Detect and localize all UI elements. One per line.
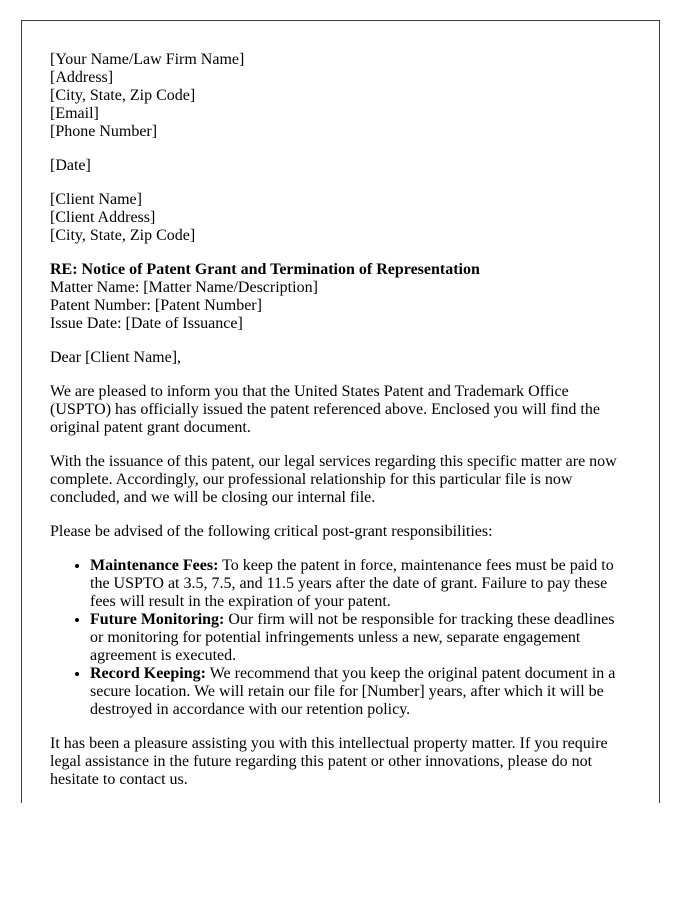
bullet-text: We recommend that you keep the original patent document in a secure location. We will retain our file for [Number] years, after which it will be destroyed in accordance with our retention policy.	[90, 665, 616, 718]
patent-number-line: Patent Number: [Patent Number]	[50, 297, 262, 314]
list-item-future-monitoring	[90, 611, 631, 665]
recipient-address-line: [Client Address]	[50, 209, 156, 226]
responsibilities-list	[50, 557, 631, 719]
recipient-name-line: [Client Name]	[50, 191, 142, 208]
bullet-title: Record Keeping:	[90, 665, 206, 682]
bullet-text: To keep the patent in force, maintenance fees must be paid to the USPTO at 3.5, 7.5, and 11.5 years after the date of grant. Failure to pay these fees will result in the expiration of your patent.	[90, 557, 614, 610]
subject-block	[50, 261, 631, 333]
sender-address-block	[50, 51, 631, 141]
paragraph-conclusion: With the issuance of this patent, our legal services regarding this specific matter are now complete. Accordingly, our professional relationship for this particular file is now concluded, and we will be closing our internal file.	[50, 453, 617, 506]
paragraph-responsibilities-intro: Please be advised of the following critical post-grant responsibilities:	[50, 523, 493, 540]
issue-date-line: Issue Date: [Date of Issuance]	[50, 315, 243, 332]
recipient-address-block	[50, 191, 631, 245]
matter-name-line: Matter Name: [Matter Name/Description]	[50, 279, 318, 296]
sender-city-line: [City, State, Zip Code]	[50, 87, 196, 104]
sender-phone-line: [Phone Number]	[50, 123, 158, 140]
bullet-text: Our firm will not be responsible for tracking these deadlines or monitoring for potential infringements unless a new, separate engagement agreement is executed.	[90, 611, 615, 664]
re-subject-line: RE: Notice of Patent Grant and Termination of Representation	[50, 261, 480, 278]
bullet-title: Maintenance Fees:	[90, 557, 219, 574]
closing-paragraph: It has been a pleasure assisting you with this intellectual property matter. If you require legal assistance in the future regarding this patent or other innovations, please do not hesitate to contact us.	[50, 735, 608, 788]
salutation: Dear [Client Name],	[50, 349, 182, 366]
paragraph-grant-notice: We are pleased to inform you that the United States Patent and Trademark Office (USPTO) has officially issued the patent referenced above. Enclosed you will find the original patent grant document.	[50, 383, 600, 436]
date-line: [Date]	[50, 157, 91, 174]
bullet-title: Future Monitoring:	[90, 611, 225, 628]
letter-document	[21, 20, 660, 803]
sender-address-line: [Address]	[50, 69, 114, 86]
list-item-maintenance-fees	[90, 557, 631, 611]
sender-email-line: [Email]	[50, 105, 99, 122]
list-item-record-keeping	[90, 665, 631, 719]
sender-name-line: [Your Name/Law Firm Name]	[50, 51, 245, 68]
recipient-city-line: [City, State, Zip Code]	[50, 227, 196, 244]
